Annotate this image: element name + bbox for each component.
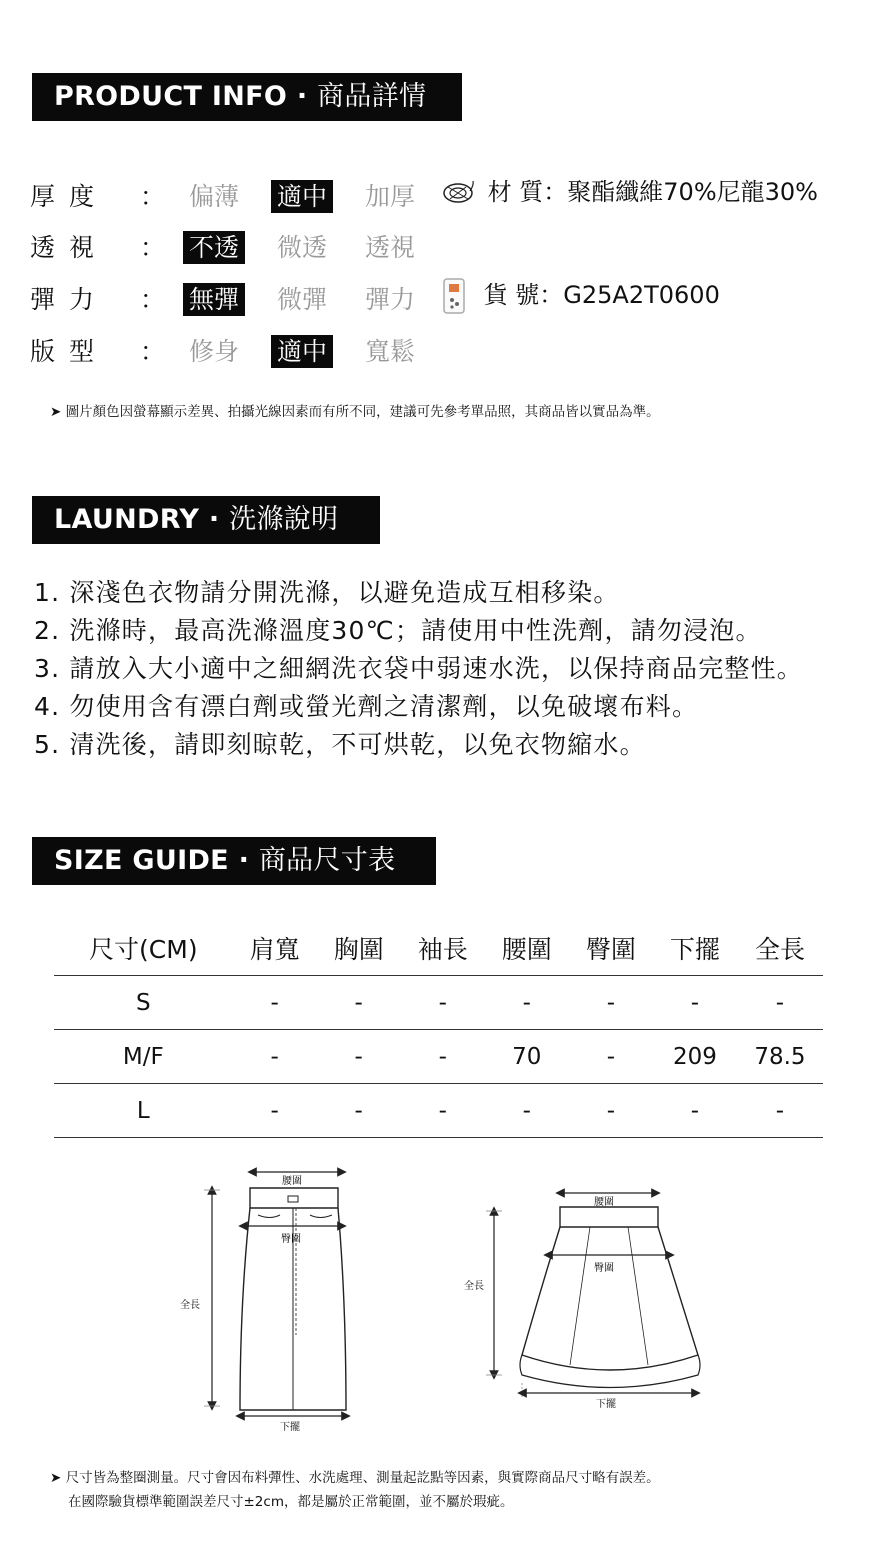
table-cell: - (317, 1084, 401, 1138)
item-no-colon: ： (539, 281, 564, 309)
table-cell: 70 (485, 1030, 569, 1084)
table-cell: L (54, 1084, 233, 1138)
attribute-option-text: 微彈 (276, 285, 327, 314)
item-no-row (440, 275, 720, 316)
thread-spool-icon (440, 179, 476, 207)
attribute-option (170, 177, 258, 217)
diagram-waist-label: 腰圍 (282, 1176, 302, 1187)
heading-cn: 洗滌說明 (229, 504, 339, 535)
table-cell: - (401, 1084, 485, 1138)
attribute-option (170, 280, 258, 320)
table-cell: - (653, 976, 737, 1030)
arrow-right-icon: ➤ (50, 1470, 62, 1486)
diagram-hip-label: 臀圍 (594, 1263, 614, 1274)
table-cell: - (737, 1084, 823, 1138)
table-cell: - (485, 1084, 569, 1138)
table-cell: - (401, 976, 485, 1030)
tag-icon (440, 276, 468, 316)
size-table (54, 920, 823, 1138)
table-cell: - (485, 976, 569, 1030)
table-header-cell: 腰圍 (485, 920, 569, 976)
table-row (54, 1084, 823, 1138)
laundry-list (34, 574, 803, 764)
heading-sep: · (208, 504, 220, 535)
heading-sep: · (296, 81, 308, 112)
list-item: 2. 洗滌時，最高洗滌溫度30℃；請使用中性洗劑，請勿浸泡。 (34, 616, 762, 645)
list-item: 1. 深淺色衣物請分開洗滌，以避免造成互相移染。 (34, 578, 620, 607)
table-cell: - (317, 1030, 401, 1084)
table-header-cell: 下擺 (653, 920, 737, 976)
table-cell: S (54, 976, 233, 1030)
table-cell: - (233, 976, 317, 1030)
attribute-option-text: 不透 (183, 231, 245, 264)
table-cell: - (401, 1030, 485, 1084)
table-header-row (54, 920, 823, 976)
attribute-option (258, 332, 346, 372)
size-note-line2-wrap (50, 1490, 660, 1514)
table-header-cell: 袖長 (401, 920, 485, 976)
attribute-colon: ： (140, 337, 166, 366)
heading-en: PRODUCT INFO (54, 81, 288, 112)
heading-en: SIZE GUIDE (54, 845, 229, 876)
attribute-label: 厚度 (30, 182, 109, 211)
table-cell: 209 (653, 1030, 737, 1084)
attribute-option (346, 332, 434, 372)
material-colon: ： (543, 178, 568, 206)
attribute-label: 透視 (30, 233, 109, 262)
attribute-option (258, 177, 346, 217)
table-cell: - (233, 1084, 317, 1138)
table-row (54, 1030, 823, 1084)
attribute-row (30, 280, 434, 320)
table-cell: - (569, 1084, 653, 1138)
size-note (50, 1466, 660, 1514)
heading-cn: 商品詳情 (317, 81, 427, 112)
list-item: 4. 勿使用含有漂白劑或螢光劑之清潔劑，以免破壞布料。 (34, 692, 699, 721)
diagram-length-label: 全長 (180, 1300, 200, 1311)
attribute-option-text: 無彈 (183, 283, 245, 316)
attribute-option-text: 加厚 (364, 182, 415, 211)
size-note-line1-wrap (50, 1466, 660, 1490)
table-cell: - (653, 1084, 737, 1138)
diagram-length-label: 全長 (464, 1281, 484, 1292)
item-no-value: G25A2T0600 (563, 281, 720, 309)
attribute-option-text: 彈力 (364, 285, 415, 314)
attribute-option (170, 228, 258, 268)
attribute-option (258, 280, 346, 320)
attribute-option (170, 332, 258, 372)
material-row (440, 172, 818, 212)
attribute-colon: ： (140, 182, 166, 211)
attribute-option (346, 228, 434, 268)
attribute-option-text: 適中 (271, 335, 333, 368)
attribute-option-text: 修身 (188, 337, 239, 366)
product-info-heading (32, 73, 462, 121)
attribute-colon: ： (140, 285, 166, 314)
attribute-option (346, 177, 434, 217)
attribute-label: 彈力 (30, 285, 109, 314)
item-no-label: 貨 號 (483, 281, 540, 309)
product-note (50, 400, 660, 420)
table-cell: 78.5 (737, 1030, 823, 1084)
table-header-cell: 臀圍 (569, 920, 653, 976)
attribute-option-text: 適中 (271, 180, 333, 213)
material-value: 聚酯纖維70%尼龍30% (567, 178, 818, 206)
table-cell: - (569, 976, 653, 1030)
table-header-cell: 全長 (737, 920, 823, 976)
list-item: 5. 清洗後，請即刻晾乾，不可烘乾，以免衣物縮水。 (34, 730, 646, 759)
heading-sep: · (238, 845, 250, 876)
table-header-cell: 肩寬 (233, 920, 317, 976)
attribute-colon: ： (140, 233, 166, 262)
table-cell: - (317, 976, 401, 1030)
size-guide-heading (32, 837, 436, 885)
size-note-line1: 尺寸皆為整圈測量。尺寸會因布料彈性、水洗處理、測量起訖點等因素，與實際商品尺寸略有誤差。 (65, 1470, 660, 1486)
diagram-hem-label: 下擺 (280, 1422, 300, 1433)
diagram-waist-label: 腰圍 (594, 1197, 614, 1208)
heading-cn: 商品尺寸表 (258, 845, 396, 876)
attribute-row (30, 228, 434, 268)
list-item: 3. 請放入大小適中之細網洗衣袋中弱速水洗，以保持商品完整性。 (34, 654, 804, 683)
attribute-label: 版型 (30, 337, 109, 366)
size-note-line2: 在國際驗貨標準範圍誤差尺寸±2cm，都是屬於正常範圍，並不屬於瑕疵。 (68, 1494, 514, 1510)
table-header-cell: 尺寸(CM) (54, 920, 233, 976)
table-row (54, 976, 823, 1030)
attribute-option-text: 偏薄 (188, 182, 239, 211)
product-note-text: 圖片顏色因螢幕顯示差異、拍攝光線因素而有所不同，建議可先參考單品照，其商品皆以實品為準。 (65, 404, 660, 420)
attribute-option-text: 寬鬆 (364, 337, 415, 366)
attribute-row (30, 332, 434, 372)
heading-en: LAUNDRY (54, 504, 200, 535)
table-cell: - (569, 1030, 653, 1084)
diagram-hem-label: 下擺 (596, 1399, 616, 1410)
flared-skirt-diagram (460, 1185, 710, 1415)
straight-skirt-diagram (170, 1160, 370, 1440)
attribute-option (346, 280, 434, 320)
table-cell: - (233, 1030, 317, 1084)
table-cell: - (737, 976, 823, 1030)
attribute-option-text: 微透 (276, 233, 327, 262)
attribute-option (258, 228, 346, 268)
attribute-option-text: 透視 (364, 233, 415, 262)
material-label: 材 質 (487, 178, 544, 206)
attribute-row (30, 177, 434, 217)
table-header-cell: 胸圍 (317, 920, 401, 976)
diagram-hip-label: 臀圍 (281, 1234, 301, 1245)
table-cell: M/F (54, 1030, 233, 1084)
laundry-heading (32, 496, 380, 544)
arrow-right-icon: ➤ (50, 404, 62, 420)
